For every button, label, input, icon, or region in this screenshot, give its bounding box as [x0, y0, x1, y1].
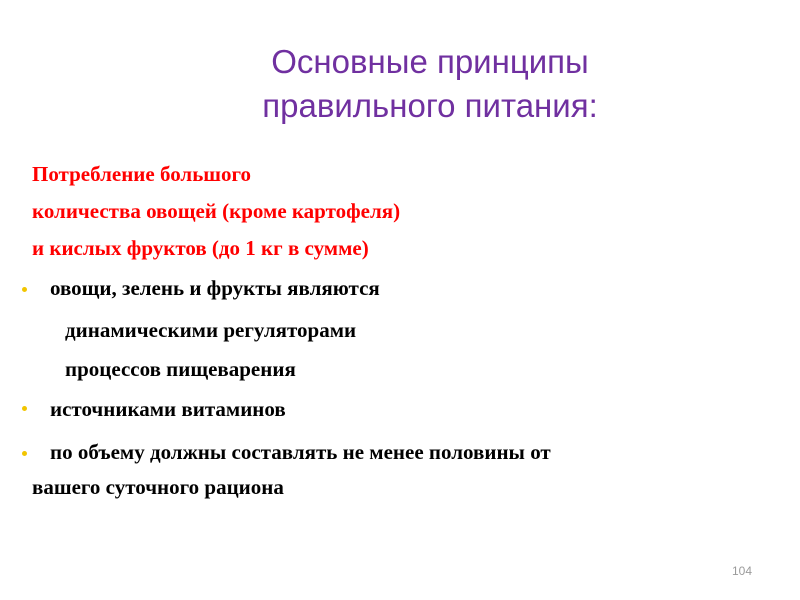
bullet-3-line-2: вашего суточного рациона	[32, 475, 284, 499]
intro-line-2: количества овощей (кроме картофеля)	[32, 199, 401, 223]
intro-text	[32, 161, 592, 272]
page-number: 104	[731, 564, 752, 578]
title-line-2: правильного питания:	[262, 87, 598, 124]
slide-title	[140, 40, 720, 128]
bullet-1-line-2: динамическими регуляторами	[65, 318, 357, 342]
bullet-dot-icon	[22, 451, 27, 456]
title-line-1: Основные принципы	[271, 43, 589, 80]
intro-line-3: и кислых фруктов (до 1 кг в сумме)	[32, 236, 369, 260]
bullet-3-line-1: по объему должны составлять не менее половины от	[50, 440, 551, 464]
intro-line-1: Потребление большого	[32, 162, 252, 186]
bullet-1-line-3: процессов пищеварения	[65, 357, 296, 381]
bullet-dot-icon	[22, 287, 27, 292]
bullet-1-line-1: овощи, зелень и фрукты являются	[50, 276, 380, 300]
bullet-dot-icon	[22, 406, 27, 411]
bullet-2-line-1: источниками витаминов	[50, 397, 286, 421]
